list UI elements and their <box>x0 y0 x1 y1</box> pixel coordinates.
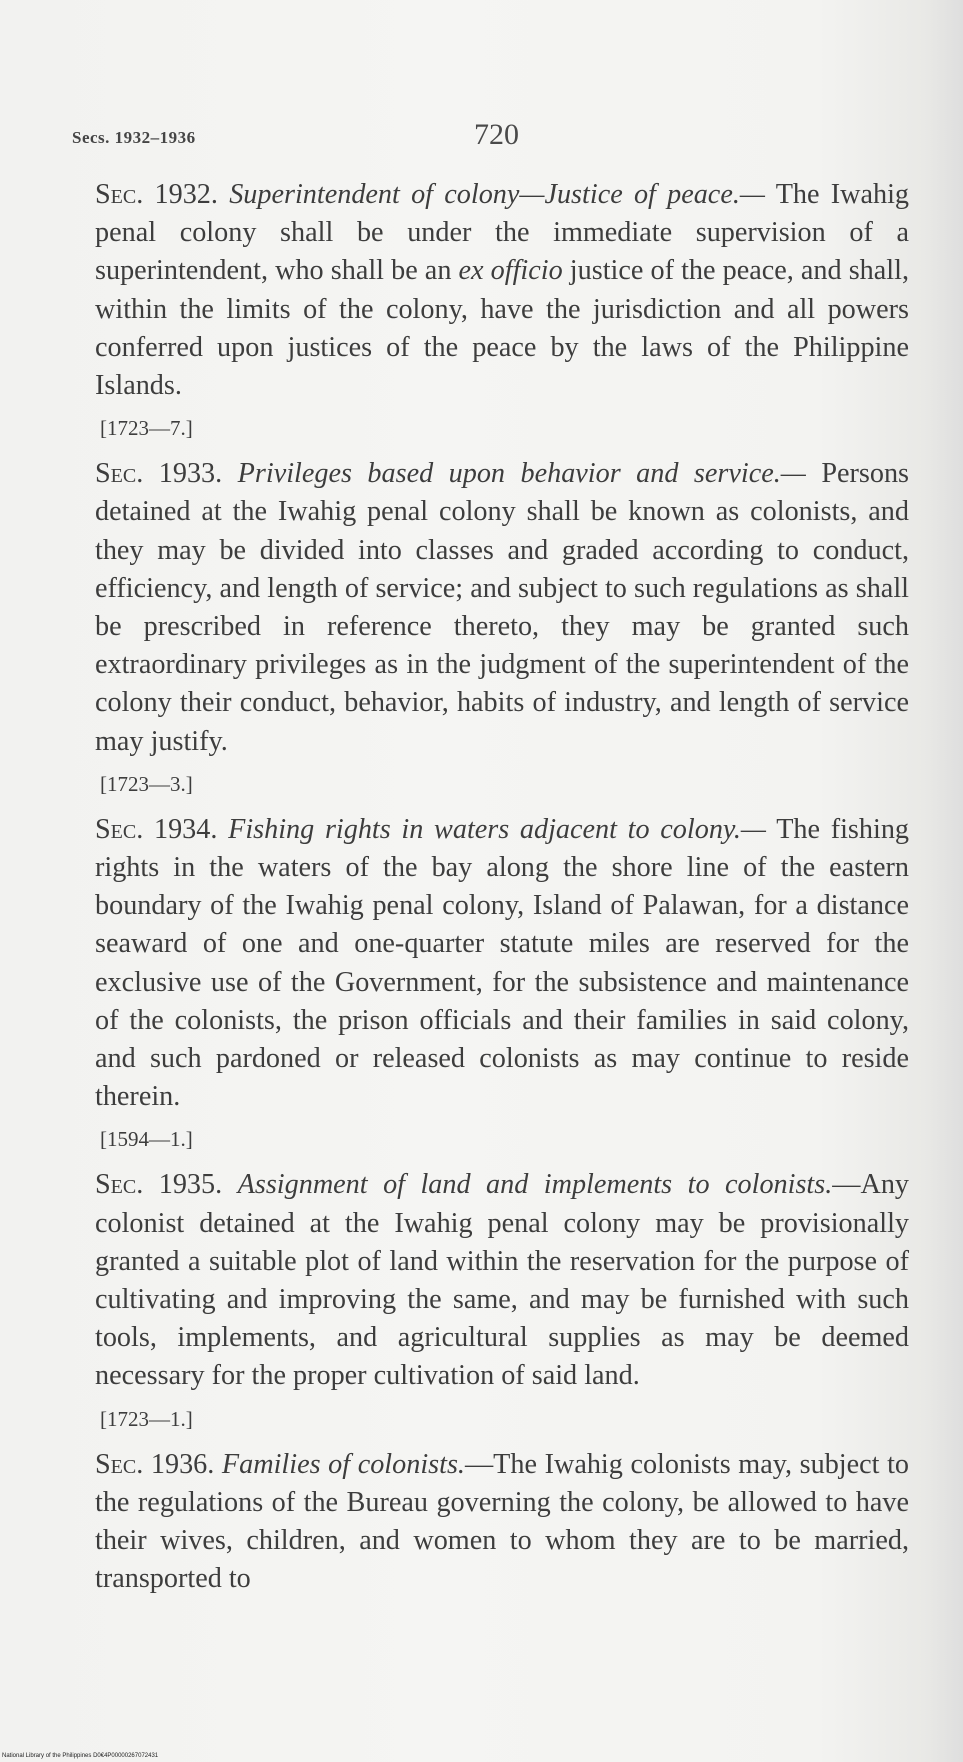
footer-identifier: D0€4P00000267072431 <box>93 1753 159 1759</box>
section-title: Privileges based upon behavior and service.— <box>237 458 806 490</box>
section-1936 <box>95 1446 909 1599</box>
source-reference: [1594—1.] <box>100 1127 193 1152</box>
section-text: —Any colonist detained at the Iwahig penal colony may be provisionally granted a suitable plot of land within the reservation for the purpose of cultivating and improving the same, and may be furnished with such tools, implements, and agricultural supplies as may be deemed necessary for the proper cultivation of said land. <box>95 1169 910 1392</box>
section-title: Assignment of land and implements to colonists. <box>237 1169 833 1201</box>
section-text-continued: justice of the peace, and shall, within the limits of the colony, have the jurisdiction and all powers conferred upon justices of the peace by the laws of the Philippine Islands. <box>95 255 909 402</box>
section-1933 <box>95 455 909 761</box>
section-1934 <box>95 811 909 1117</box>
section-label: Sec. 1932. <box>95 179 218 210</box>
scan-footer <box>2 1753 158 1759</box>
section-label: Sec. 1935. <box>95 1169 223 1201</box>
source-reference: [1723—1.] <box>100 1406 193 1431</box>
section-text: The Iwahig penal colony shall be under the immediate supervision of a superintendent, who shall be an <box>95 179 910 287</box>
footer-source: National Library of the Philippines <box>2 1753 92 1759</box>
source-reference: [1723—7.] <box>100 416 193 441</box>
source-reference: [1723—3.] <box>100 771 193 796</box>
page-number: 720 <box>474 118 519 151</box>
section-title: Superintendent of colony—Justice of peace.— <box>229 179 765 210</box>
section-text: —The Iwahig colonists may, subject to the regulations of the Bureau governing the colony, be allowed to have their wives, children, and women to whom they are to be married, transported to <box>95 1448 910 1595</box>
section-label: Sec. 1934. <box>95 813 218 845</box>
section-title: Families of colonists. <box>221 1448 465 1480</box>
section-label: Sec. 1933. <box>95 458 223 490</box>
section-1935 <box>95 1166 909 1395</box>
section-text: The fishing rights in the waters of the bay along the shore line of the eastern boundary of the Iwahig penal colony, Island of Palawan, for a distance seaward of one and one-quarter statute miles are reserved for the exclusive use of the Government, for the subsistence and maintenance of the colonists, the prison officials and their families in said colony, and such pardoned or released colonists as may continue to reside therein. <box>95 813 910 1113</box>
section-label: Sec. 1936. <box>95 1448 215 1480</box>
section-emphasis: ex officio <box>458 255 563 287</box>
section-title: Fishing rights in waters adjacent to colony.— <box>228 813 766 845</box>
body-text <box>95 176 909 1599</box>
running-head-sections: Secs. 1932–1936 <box>72 128 196 147</box>
section-1932 <box>95 176 909 405</box>
section-text: Persons detained at the Iwahig penal colony shall be known as colonists, and they may be divided into classes and graded according to conduct, efficiency, and length of service; and subject to such regulations as shall be prescribed in reference thereto, they may be granted such extraordinary privileges as in the judgment of the superintendent of the colony their conduct, behavior, habits of industry, and length of service may justify. <box>95 458 910 757</box>
